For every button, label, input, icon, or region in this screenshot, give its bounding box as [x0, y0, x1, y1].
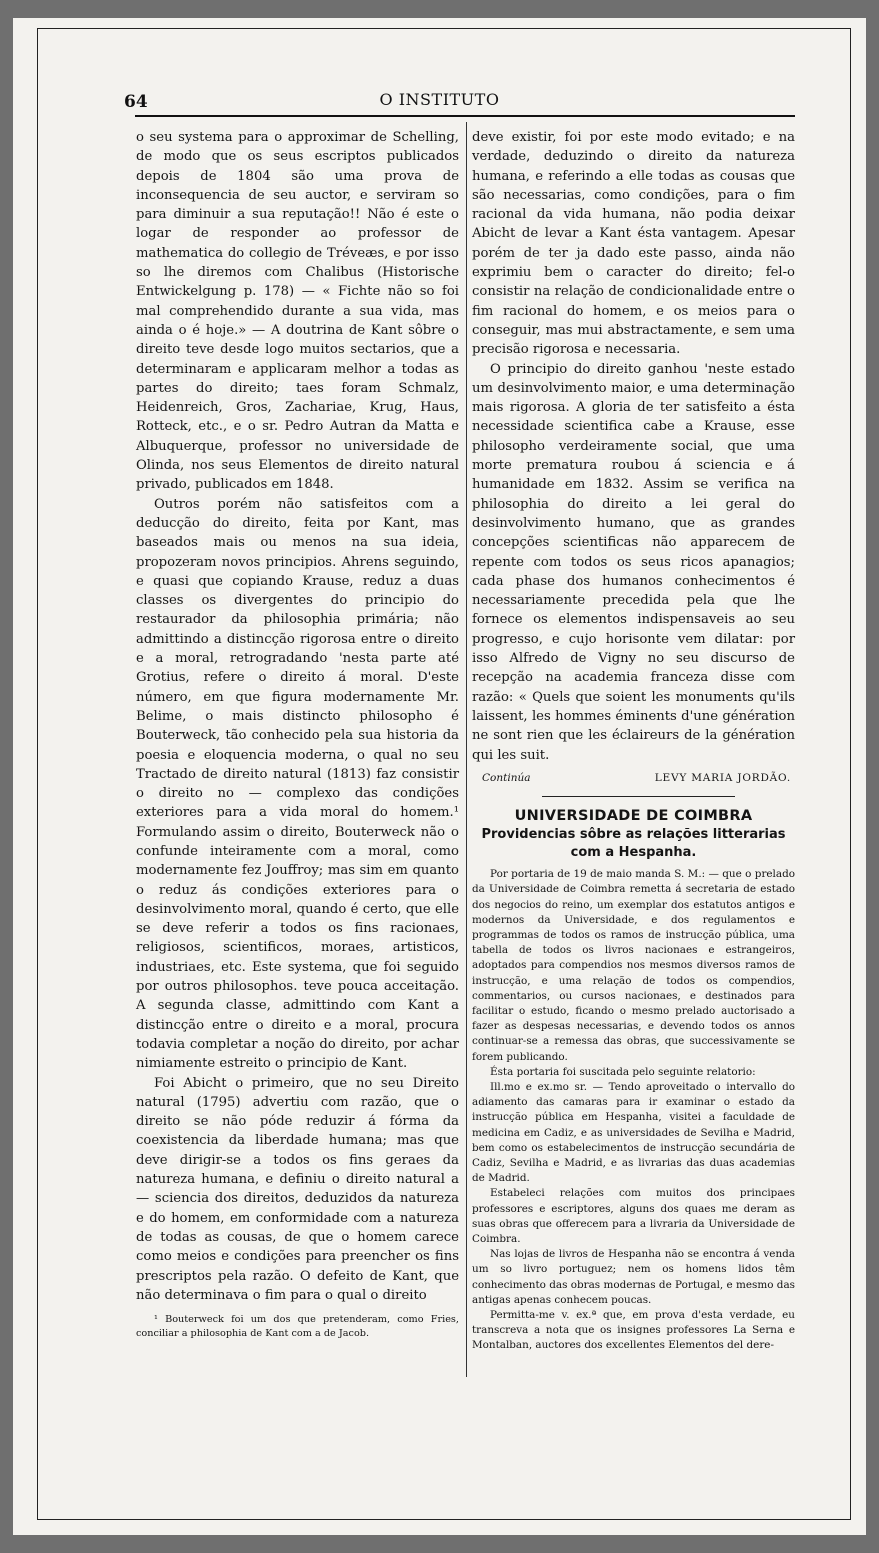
- right-paragraph-1: deve existir, foi por este modo evitado; e na verdade, deduzindo o direito da natureza humana, e referindo a elle todas as cousas que são necessarias, como condições, para o fim racional da vida humana, não podia deixar Abicht de levar a Kant ésta vantagem. Apesar porém de ter ja dado este passo, ainda não exprimiu bem o caracter do direito; fel-o consistir na relação de condicionalidade entre o fim racional do homem, e os meios para o conseguir, mas mui abstractamente, e sem uma precisão rigorosa e necessaria.: [472, 130, 795, 358]
- left-paragraph-2: Outros porém não satisfeitos com a deducção do direito, feita por Kant, mas baseados mais ou menos na sua ideia, propozeram novos principios. Ahrens seguindo, e quasi que copiando Krause, reduz a duas classes os divergentes do principio do restaurador da philosophia primária; não admittindo a distincção rigorosa entre o direito e a moral, retrogradando 'nesta parte até Grotius, refere o direito á moral. D'este número, em que figura modernamente Mr. Belime, o mais distincto philosopho é Bouterweck, tão conhecido pela sua historia da poesia e eloquencia moderna, o qual no seu Tractado de direito natural (1813) faz consistir o direito no — complexo das condições exteriores para a vida moral do homem.¹ Formulando assim o direito, Bouterweck não o confunde inteiramente com a moral, como modernamente fez Jouffroy; mas sim em quanto o reduz ás condições exteriores para o desinvolvimento moral, quando é certo, que elle se deve referir a todos os fins racionaes, religiosos, scientificos, moraes, artisticos, industriaes, etc. Este systema, que foi seguido por outros philosophos. teve pouca acceitação. A segunda classe, admittindo com Kant a distincção entre o direito e a moral, procura todavia completar a noção do direito, por achar nimiamente estreito o principio de Kant.: [136, 496, 459, 1072]
- signature-line: [472, 769, 795, 788]
- section-subtitle-2: com a Hespanha.: [570, 845, 697, 861]
- right-paragraph-2: O principio do direito ganhou 'neste estado um desinvolvimento maior, e uma determinação mais rigorosa. A gloria de ter satisfeito a ésta necessidade scientifica cabe a Krause, esse philosopho verdeiramente social, que uma morte prematura roubou á sciencia e á humanidade em 1832. Assim se verifica na philosophia do direito a lei geral do desinvolvimento humano, que as grandes concepções scientificas não apparecem de repente com todos os seus ricos apanagios; cada phase dos humanos conhecimentos é necessariamente precedida pela que lhe fornece os elementos indispensaveis ao seu progresso, e cujo horisonte vem dilatar: por isso Alfredo de Vigny no seu discurso de recepção na academia franceza disse com razão: « Quels que soient les monuments qu'ils laissent, les hommes éminents d'une génération ne sont rien que les éclaireurs de la génération qui les suit.: [472, 361, 795, 763]
- section-paragraph-5: Nas lojas de livros de Hespanha não se encontra á venda um so livro portuguez; nem os homens lidos têm conhecimento das obras modernas de Portugal, e mesmo das antigas apenas conhecem poucas.: [472, 1248, 795, 1306]
- section-paragraph-4: Estabeleci relações com muitos dos principaes professores e escriptores, alguns dos quaes me deram as suas obras que offerecem para a livraria da Universidade de Coimbra.: [472, 1187, 795, 1245]
- page-number: 64: [124, 92, 148, 112]
- column-divider: [466, 122, 467, 1377]
- author-name: LEVY MARIA JORDÃO.: [654, 771, 791, 784]
- running-title: O INSTITUTO: [379, 90, 500, 109]
- left-column: [136, 128, 459, 1341]
- section-paragraph-3: Ill.mo e ex.mo sr. — Tendo aproveitado o intervallo do adiamento das camaras para ir examinar o estado da instrucção pública em Hespanha, visitei a faculdade de medicina em Cadiz, e as universidades de Sevilha e Madrid, bem como os estabelecimentos de instrucção secundária de Cadiz, Sevilha e Madrid, e as livrarias das duas academias de Madrid.: [472, 1080, 795, 1185]
- section-paragraph-1: Por portaria de 19 de maio manda S. M.: — que o prelado da Universidade de Coimbra remetta á secretaria de estado dos negocios do reino, um exemplar dos estatutos antigos e modernos da Universidade, e dos regulamentos e programmas de todos os ramos de instrucção pública, uma tabella de todos os livros nacionaes e estrangeiros, adoptados para compendios nos mesmos diversos ramos de instrucção, e uma relação de todos os compendios, commentarios, ou cursos nacionaes, e destinados para facilitar o estudo, ficando o mesmo prelado auctorisado a fazer as despesas necessarias, e devendo todos os annos continuar-se a remessa das obras, que successivamente se forem publicando.: [472, 868, 795, 1063]
- continua-label: Continúa: [482, 771, 531, 784]
- section-body: [472, 867, 795, 1354]
- section-subtitle-1: Providencias sôbre as relações litterarias: [481, 827, 786, 843]
- right-column: [472, 128, 795, 1354]
- left-paragraph-1: o seu systema para o approximar de Schelling, de modo que os seus escriptos publicados depois de 1804 são uma prova de inconsequencia de seu auctor, e serviram so para diminuir a sua reputação!! Não é este o logar de responder ao professor de mathematica do collegio de Tréveæs, e por isso so lhe diremos com Chalibus (Historische Entwickelgung p. 178) — « Fichte não so foi mal comprehendido durante a sua vida, mas ainda o é hoje.» — A doutrina de Kant sôbre o direito teve desde logo muitos sectarios, que a determinaram e applicaram melhor a todas as partes do direito; taes foram Schmalz, Heidenreich, Gros, Zachariae, Krug, Haus, Rotteck, etc., e o sr. Pedro Autran da Matta e Albuquerque, professor no universidade de Olinda, nos seus Elementos de direito natural privado, publicados em 1848.: [136, 130, 459, 493]
- section-paragraph-2: Ésta portaria foi suscitada pelo seguinte relatorio:: [490, 1065, 756, 1078]
- section-rule: [542, 796, 735, 797]
- footnote: ¹ Bouterweck foi um dos que pretenderam, como Fries, conciliar a philosophia de Kant com a de Jacob.: [136, 1314, 459, 1340]
- section-title: UNIVERSIDADE DE COIMBRA: [514, 808, 753, 825]
- left-paragraph-3: Foi Abicht o primeiro, que no seu Direito natural (1795) advertiu com razão, que o direito se não póde reduzir á fórma da coexistencia da liberdade humana; mas que deve dirigir-se a todos os fins geraes da natureza humana, e definiu o direito natural a — sciencia dos direitos, deduzidos da natureza e do homem, em conformidade com a natureza de todas as cousas, de que o homem carece como meios e condições para preencher os fins prescriptos pela razão. O defeito de Kant, que não determinava o fim para o qual o direito: [136, 1075, 459, 1303]
- section-paragraph-6: Permitta-me v. ex.ª que, em prova d'esta verdade, eu transcreva a nota que os insignes professores La Serna e Montalban, auctores dos excellentes Elementos del dere-: [472, 1308, 795, 1352]
- header-rule: [135, 115, 795, 117]
